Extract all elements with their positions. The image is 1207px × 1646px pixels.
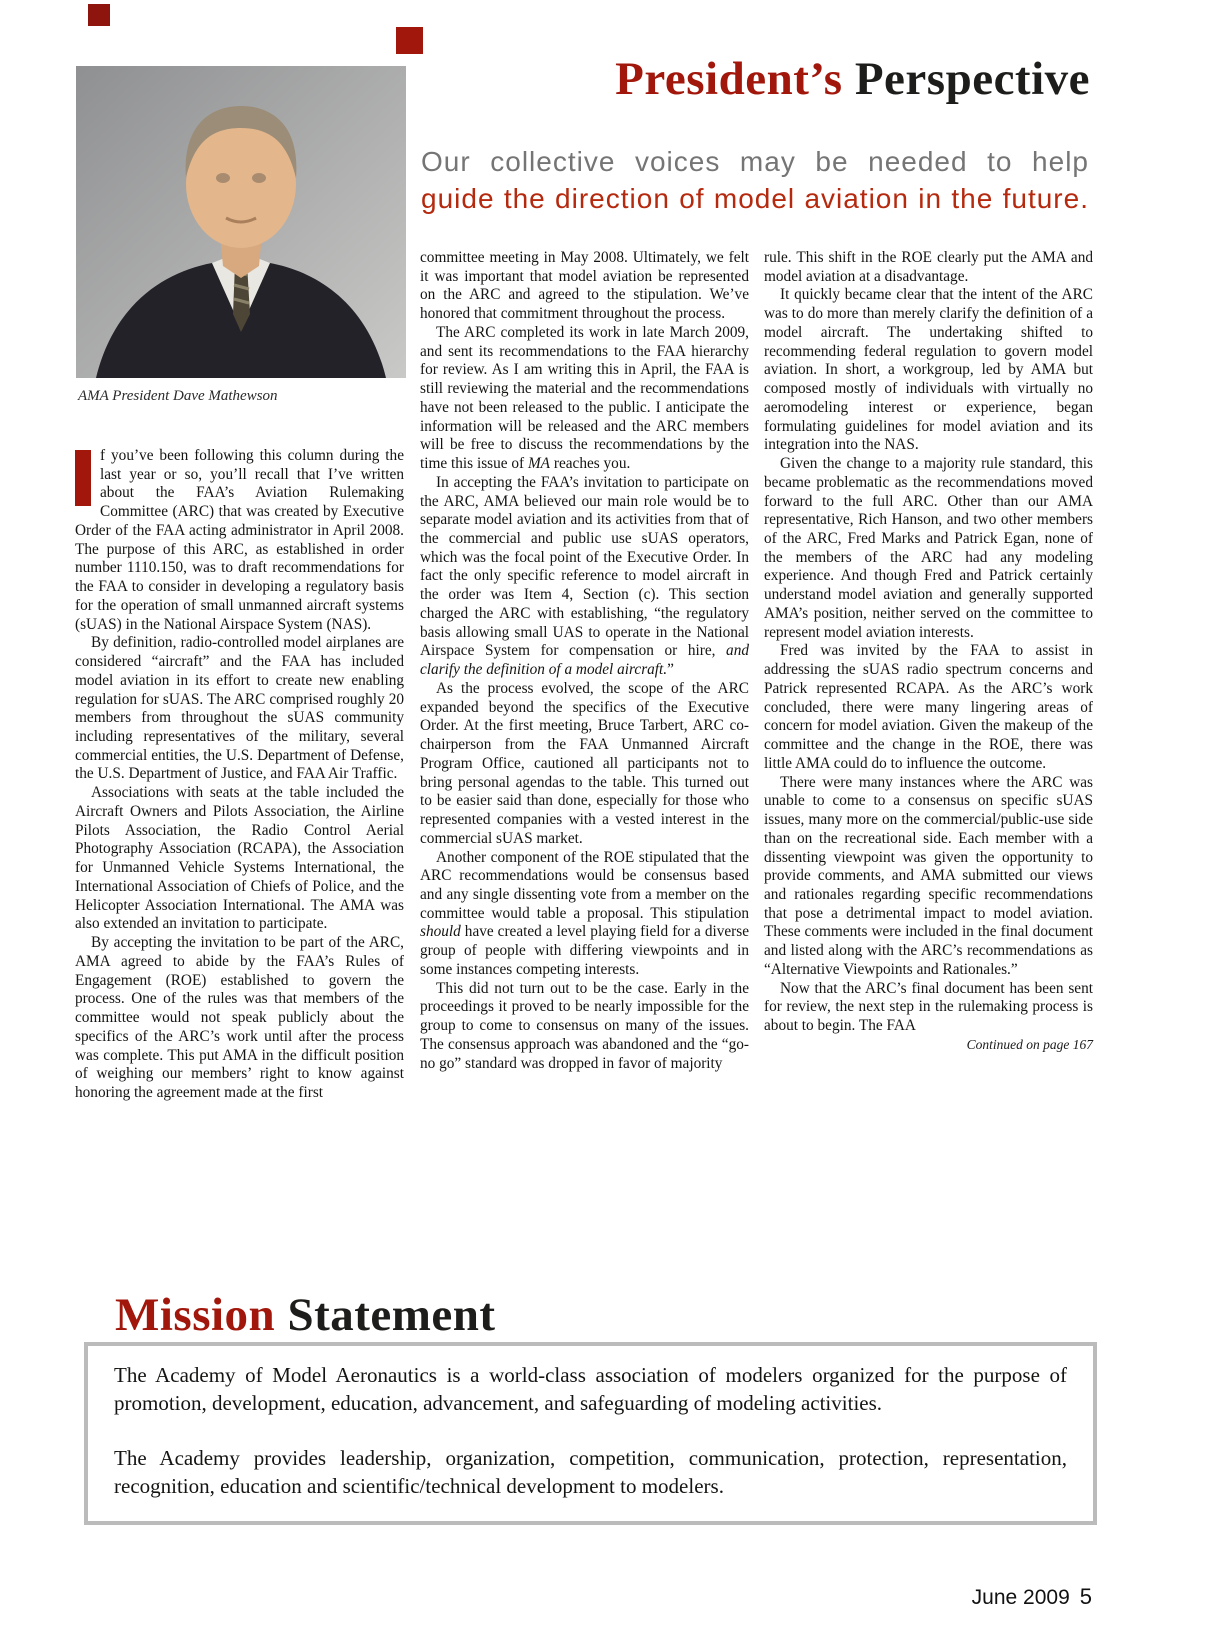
paragraph: The Academy provides leadership, organization, competition, communication, protection, representation, recognition, education and scientific/technical development to modelers.: [114, 1445, 1067, 1498]
mission-paragraphs: [114, 1362, 1067, 1501]
portrait-photo: [76, 66, 406, 378]
paragraph: Given the change to a majority rule standard, this became problematic as the recommendations moved forward to the full ARC. Other than our AMA representative, Rich Hanson, and two other members of the ARC, Fred Marks and Patrick Egan, none of the members of the ARC had any modeling experience. And though Fred and Patrick certainly understand model aviation and generally supported AMA’s position, neither served on the committee to represent model aviation interests.: [764, 455, 1093, 641]
drop-cap: I: [75, 451, 91, 504]
column-2-paragraphs: [420, 249, 749, 1073]
issue-date: June 2009: [971, 1586, 1070, 1609]
mission-heading-black: Statement: [287, 1289, 496, 1341]
title-black-part: Perspective: [854, 53, 1090, 105]
paragraph: [75, 447, 404, 634]
paragraph: Now that the ARC’s final document has been sent for review, the next step in the rulemaking process is about to begin. The FAA: [764, 979, 1093, 1035]
paragraph: The Academy of Model Aeronautics is a world-class association of modelers organized for the purpose of promotion, development, education, advancement, and safeguarding of modeling activities.: [114, 1363, 1067, 1415]
paragraph: This did not turn out to be the case. Early in the proceedings it proved to be nearly impossible for the group to come to consensus on many of the issues. The consensus approach was abandoned and the “go-no go” standard was dropped in favor of majority: [420, 979, 749, 1072]
article-column-3: [764, 249, 1093, 1053]
column-1-paragraphs: [75, 634, 404, 1102]
paragraph: It quickly became clear that the intent of the ARC was to do more than merely clarify the definition of a model aircraft. The undertaking shifted to recommending federal regulation to govern model aviation. In short, a workgroup, led by AMA but composed mostly of individuals with virtually no aeromodeling interest or experience, began formulating guidelines for model aviation and its integration into the NAS.: [764, 286, 1093, 454]
mission-statement-box: [84, 1342, 1097, 1525]
paragraph: By definition, radio-controlled model airplanes are considered “aircraft” and the FAA has included model aviation in its effort to create new enabling regulation for sUAS. The ARC comprised roughly 20 members from throughout the sUAS community including representatives of the military, several commercial entities, the U.S. Department of Defense, the U.S. Department of Justice, and FAA Air Traffic.: [75, 634, 404, 783]
corner-square-icon: [88, 4, 110, 26]
page-footer: [972, 1584, 1092, 1610]
paragraph: committee meeting in May 2008. Ultimately, we felt it was important that model aviation be represented on the ARC and agreed to the stipulation. We’ve honored that commitment throughout the process.: [420, 249, 749, 323]
mission-heading-red: Mission: [115, 1289, 276, 1341]
paragraph: Associations with seats at the table included the Aircraft Owners and Pilots Association, the Airline Pilots Association, the Radio Control Aerial Photography Association (RCAPA), the Association for Unmanned Vehicle Systems International, the International Association of Chiefs of Police, and the Helicopter Association International. The AMA was also extended an invitation to participate.: [75, 784, 404, 933]
paragraph: The ARC completed its work in late March 2009, and sent its recommendations to the FAA hierarchy for review. As I am writing this in April, the FAA is still reviewing the material and the recommendations have not been released to the public. I anticipate the information will be released and the ARC members will be free to discuss the recommendations by the time this issue of MA reaches you.: [420, 323, 749, 473]
paragraph: There were many instances where the ARC was unable to come to a consensus on specific sUAS issues, many more on the commercial/public-use side than on the recreational side. Each member with a dissenting viewpoint was given the opportunity to provide comments, and AMA submitted our views and rationales regarding specific recommendations that pose a detrimental impact to model aviation. These comments were included in the final document and listed along with the ARC’s recommendations as “Alternative Viewpoints and Rationales.”: [764, 773, 1093, 978]
page-number: 5: [1079, 1584, 1092, 1609]
portrait-illustration: [76, 66, 406, 378]
article-column-2: [420, 249, 749, 1073]
deck-subtitle: [421, 144, 1089, 218]
paragraph: As the process evolved, the scope of the ARC expanded beyond the specifics of the Executive Order. At the first meeting, Bruce Tarbert, ARC co-chairperson from the FAA Unmanned Aircraft Program Office, cautioned all participants not to bring personal agendas to the table. This turned out to be easier said than done, especially for those who represented companies with a vested interest in the commercial sUAS market.: [420, 679, 749, 847]
page-title: [420, 52, 1090, 106]
subtitle-line-1: Our collective voices may be needed to help: [421, 146, 1089, 177]
accent-square-icon: [396, 27, 423, 54]
paragraph-text: f you’ve been following this column during the last year or so, you’ll recall that I’ve written about the FAA’s Aviation Rulemaking Committee (ARC) that was created by Executive Order of the FAA acting administrator in April 2008. The purpose of this ARC, as established in order number 1110.150, was to draft recommendations for the FAA to consider in developing a regulatory basis for the operation of small unmanned aircraft systems (sUAS) in the National Airspace System (NAS).: [75, 447, 404, 633]
photo-caption: AMA President Dave Mathewson: [78, 388, 278, 404]
paragraph: Fred was invited by the FAA to assist in addressing the sUAS radio spectrum concerns and Patrick represented RCAPA. As the ARC’s work concluded, there were many lingering areas of concern for model aviation. Given the makeup of the committee and the change in the ROE, there was little AMA could do to influence the outcome.: [764, 642, 1093, 772]
paragraph: In accepting the FAA’s invitation to participate on the ARC, AMA believed our main role would be to separate model aviation and its activities from that of the commercial and public use sUAS operators, which was the focal point of the Executive Order. In fact the only specific reference to model aircraft in the order was Item 4, Section (c). This section charged the ARC with establishing, “the regulatory basis allowing small UAS to operate in the National Airspace System for compensation or hire, and clarify the definition of a model aircraft.”: [420, 473, 749, 679]
paragraph: Another component of the ROE stipulated that the ARC recommendations would be consensus based and any single dissenting vote from a member on the committee would table a proposal. This stipulation should have created a level playing field for a diverse group of people with differing viewpoints and in some instances competing interests.: [420, 848, 749, 978]
continued-note: Continued on page 167: [966, 1036, 1093, 1052]
mission-heading: [115, 1288, 496, 1342]
paragraph: rule. This shift in the ROE clearly put the AMA and model aviation at a disadvantage.: [764, 249, 1093, 285]
paragraph: By accepting the invitation to be part of the ARC, AMA agreed to abide by the FAA’s Rules of Engagement (ROE) established to govern the process. One of the rules was that members of the committee would not speak publicly about the specifics of the ARC’s work until after the process was complete. This put AMA in the difficult position of weighing our members’ right to know against honoring the agreement made at the first: [75, 934, 404, 1101]
article-column-1: [75, 447, 404, 1103]
title-red-part: President’s: [615, 53, 843, 105]
subtitle-line-2: guide the direction of model aviation in the future.: [421, 182, 1089, 214]
column-3-paragraphs: [764, 249, 1093, 1036]
